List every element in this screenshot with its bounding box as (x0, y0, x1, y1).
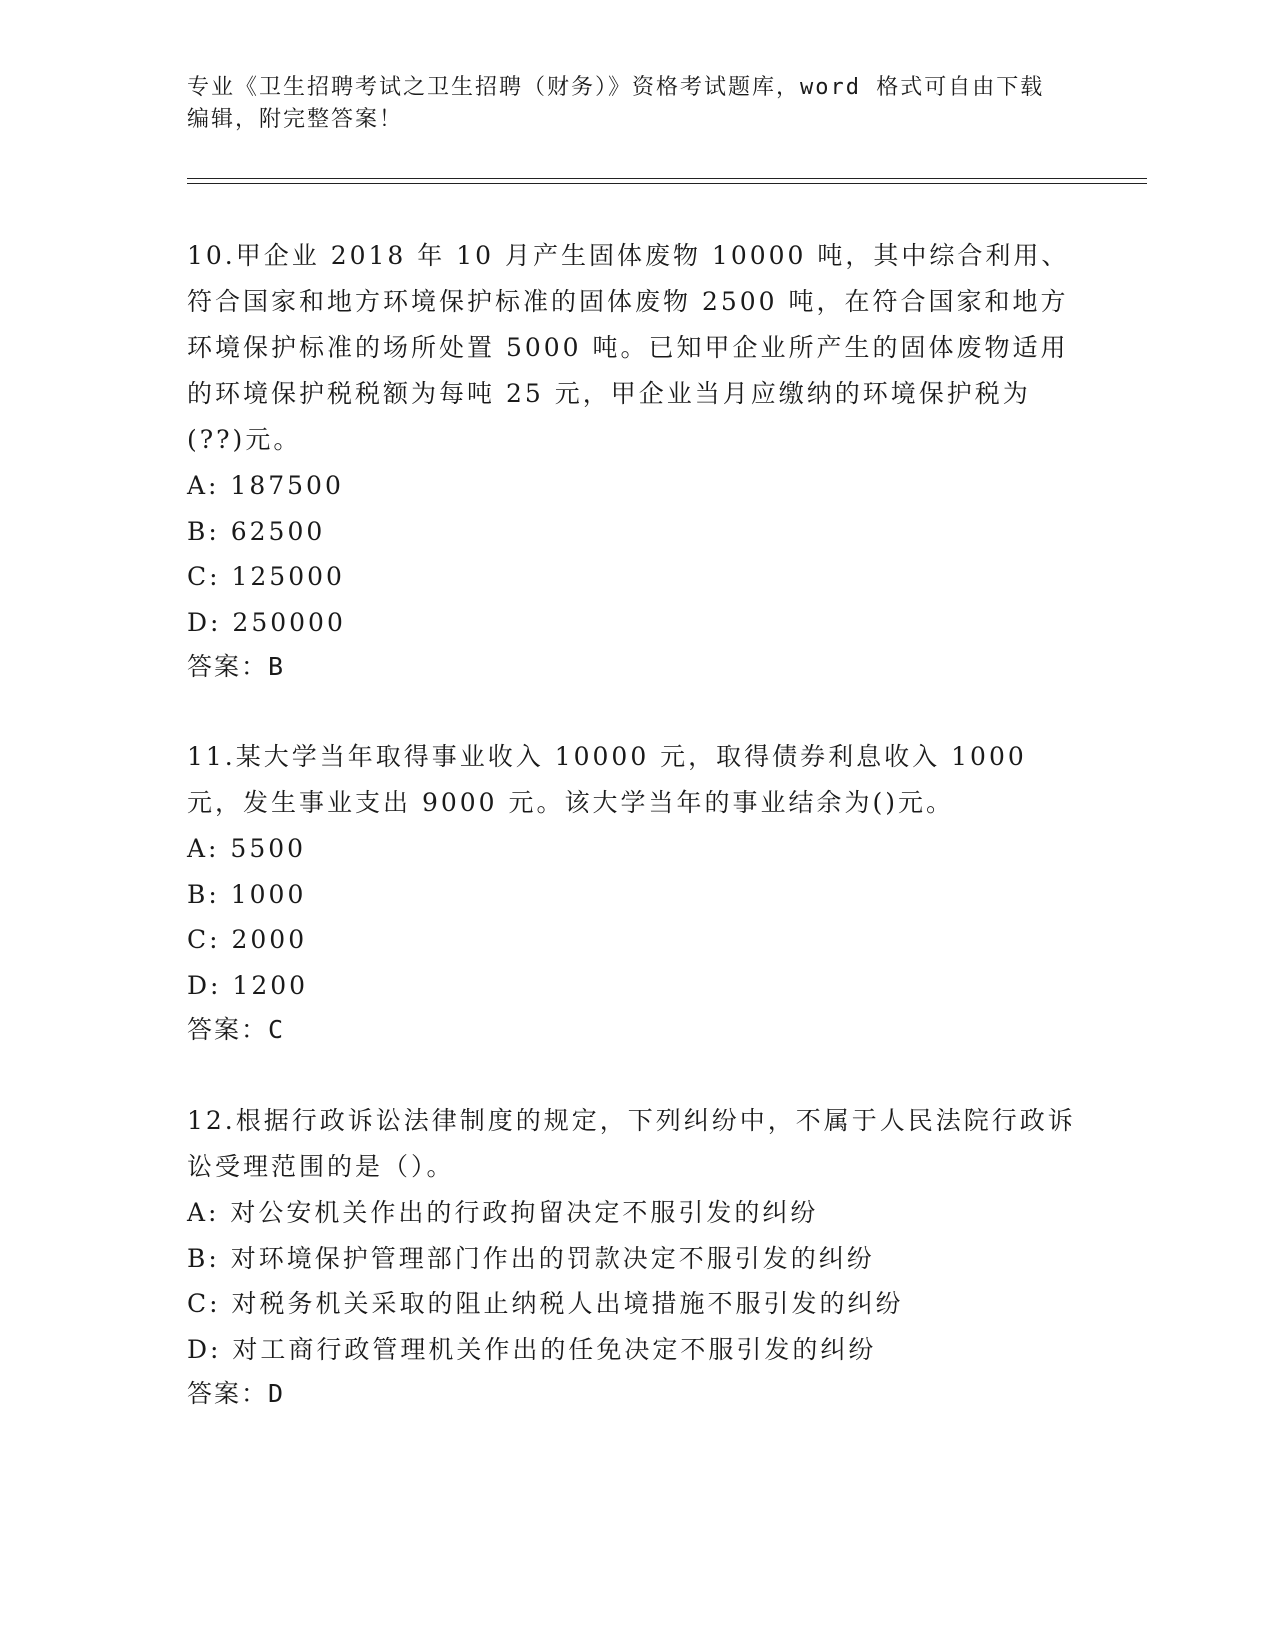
option-b: B: 1000 (187, 879, 307, 909)
option-b: B: 对环境保护管理部门作出的罚款决定不服引发的纠纷 (187, 1243, 875, 1273)
header-divider-bottom (187, 183, 1147, 184)
question-11 (187, 734, 1087, 1052)
option-c: C: 对税务机关采取的阻止纳税人出境措施不服引发的纠纷 (187, 1289, 904, 1318)
option-a: A: 对公安机关作出的行政拘留决定不服引发的纠纷 (187, 1198, 819, 1227)
document-header (187, 72, 1067, 136)
header-line-1: 专业《卫生招聘考试之卫生招聘（财务）》资格考试题库，word 格式可自由下载 (187, 75, 1045, 100)
question-stem: 11.某大学当年取得事业收入 10000 元，取得债券利息收入 1000 元，发生事业支出 9000 元。该大学当年的事业结余为()元。 (187, 742, 1027, 817)
question-stem: 12.根据行政诉讼法律制度的规定，下列纠纷中，不属于人民法院行政诉讼受理范围的是（）。 (187, 1106, 1076, 1181)
option-d: D: 对工商行政管理机关作出的任免决定不服引发的纠纷 (187, 1334, 877, 1364)
answer: 答案：D (187, 1379, 286, 1408)
question-12 (187, 1098, 1087, 1416)
option-a: A: 187500 (187, 471, 344, 500)
option-b: B: 62500 (187, 516, 326, 546)
question-stem: 10.甲企业 2018 年 10 月产生固体废物 10000 吨，其中综合利用、符合国家和地方环境保护标准的固体废物 2500 吨，在符合国家和地方环境保护标准的场所处置 5000 吨。已知甲企业所产生的固体废物适用的环境保护税税额为每吨 25 元，甲企业当月应缴纳的环境保护税为(??)元。 (187, 241, 1070, 454)
answer: 答案：C (187, 1015, 286, 1044)
option-d: D: 1200 (187, 970, 309, 1000)
header-divider-top (187, 178, 1147, 179)
option-c: C: 2000 (187, 925, 308, 954)
header-line-2: 编辑，附完整答案！ (187, 107, 404, 132)
option-c: C: 125000 (187, 562, 345, 591)
option-a: A: 5500 (187, 834, 307, 863)
option-d: D: 250000 (187, 607, 346, 637)
question-10 (187, 233, 1087, 689)
answer: 答案：B (187, 652, 286, 681)
